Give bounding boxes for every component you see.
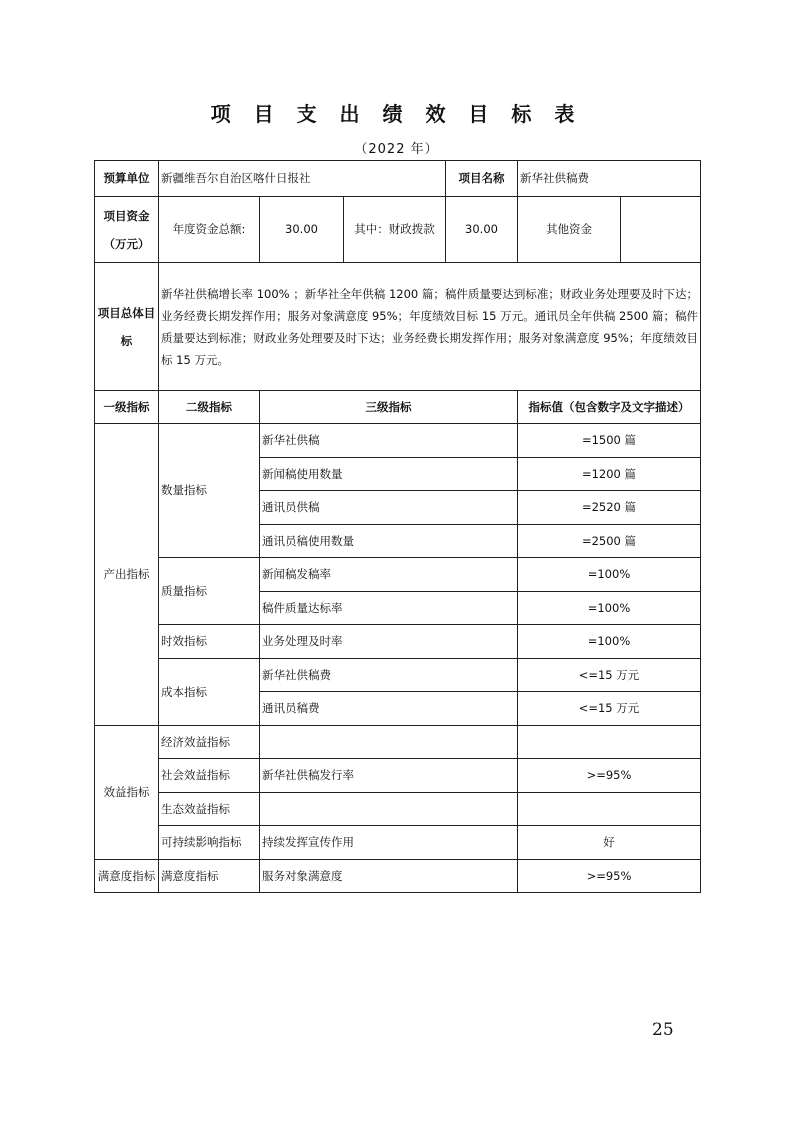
- level3-cell: 稿件质量达标率: [260, 592, 518, 625]
- header-level2: 二级指标: [159, 391, 260, 424]
- level2-cell: 社会效益指标: [159, 759, 260, 793]
- fiscal-value: 30.00: [446, 197, 518, 263]
- level3-cell: 新华社供稿: [260, 424, 518, 458]
- value-cell: =100%: [518, 558, 701, 592]
- page-number: 25: [652, 1020, 674, 1040]
- year-label: （2022 年）: [354, 142, 439, 157]
- group-satisfaction: 满意度指标: [95, 860, 159, 893]
- value-cell: =100%: [518, 625, 701, 659]
- funds-label: 项目资金（万元）: [95, 197, 159, 263]
- level3-cell: 持续发挥宣传作用: [260, 826, 518, 860]
- value-cell: =100%: [518, 592, 701, 625]
- level3-cell: 新华社供稿费: [260, 659, 518, 692]
- level2-cell: 时效指标: [159, 625, 260, 659]
- value-cell: =2500 篇: [518, 525, 701, 558]
- header-level1: 一级指标: [95, 391, 159, 424]
- project-name-label: 项目名称: [446, 161, 518, 197]
- level3-cell: 新闻稿使用数量: [260, 458, 518, 491]
- other-funds-value: [621, 197, 701, 263]
- value-cell: =1200 篇: [518, 458, 701, 491]
- level3-cell: 通讯员供稿: [260, 491, 518, 525]
- annual-total-value: 30.00: [260, 197, 344, 263]
- level3-cell: 通讯员稿使用数量: [260, 525, 518, 558]
- level2-cell: 满意度指标: [159, 860, 260, 893]
- value-cell: >=95%: [518, 860, 701, 893]
- value-cell: [518, 726, 701, 759]
- level2-cell: 数量指标: [159, 424, 260, 558]
- value-cell: <=15 万元: [518, 692, 701, 726]
- performance-target-table: [94, 160, 701, 893]
- value-cell: <=15 万元: [518, 659, 701, 692]
- level3-cell: 通讯员稿费: [260, 692, 518, 726]
- header-value: 指标值（包含数字及文字描述）: [518, 391, 701, 424]
- level3-cell: 新闻稿发稿率: [260, 558, 518, 592]
- annual-total-label: 年度资金总额:: [159, 197, 260, 263]
- level3-cell: 新华社供稿发行率: [260, 759, 518, 793]
- value-cell: [518, 793, 701, 826]
- page-title: 项 目 支 出 绩 效 目 标 表: [210, 102, 583, 126]
- overall-goal-text: 新华社供稿增长率 100% ；新华社全年供稿 1200 篇；稿件质量要达到标准；财政业务处理要及时下达；业务经费长期发挥作用；服务对象满意度 95%；年度绩效目标 15 万元。通讯员全年供稿 2500 篇；稿件质量要达到标准；财政业务处理要及时下达；业务经费长期发挥作用；服务对象满意度 95%；年度绩效目标 15 万元。: [159, 263, 701, 391]
- level3-cell: [260, 726, 518, 759]
- value-cell: =2520 篇: [518, 491, 701, 525]
- group-benefit: 效益指标: [95, 726, 159, 860]
- budget-unit-label: 预算单位: [95, 161, 159, 197]
- level3-cell: [260, 793, 518, 826]
- level2-cell: 生态效益指标: [159, 793, 260, 826]
- level3-cell: 服务对象满意度: [260, 860, 518, 893]
- overall-goal-label: 项目总体目标: [95, 263, 159, 391]
- level2-cell: 成本指标: [159, 659, 260, 726]
- level2-cell: 经济效益指标: [159, 726, 260, 759]
- level3-cell: 业务处理及时率: [260, 625, 518, 659]
- value-cell: 好: [518, 826, 701, 860]
- level2-cell: 质量指标: [159, 558, 260, 625]
- value-cell: >=95%: [518, 759, 701, 793]
- budget-unit-value: 新疆维吾尔自治区喀什日报社: [159, 161, 446, 197]
- group-output: 产出指标: [95, 424, 159, 726]
- project-name-value: 新华社供稿费: [518, 161, 701, 197]
- level2-cell: 可持续影响指标: [159, 826, 260, 860]
- other-funds-label: 其他资金: [518, 197, 621, 263]
- header-level3: 三级指标: [260, 391, 518, 424]
- fiscal-label: 其中：财政拨款: [344, 197, 446, 263]
- value-cell: =1500 篇: [518, 424, 701, 458]
